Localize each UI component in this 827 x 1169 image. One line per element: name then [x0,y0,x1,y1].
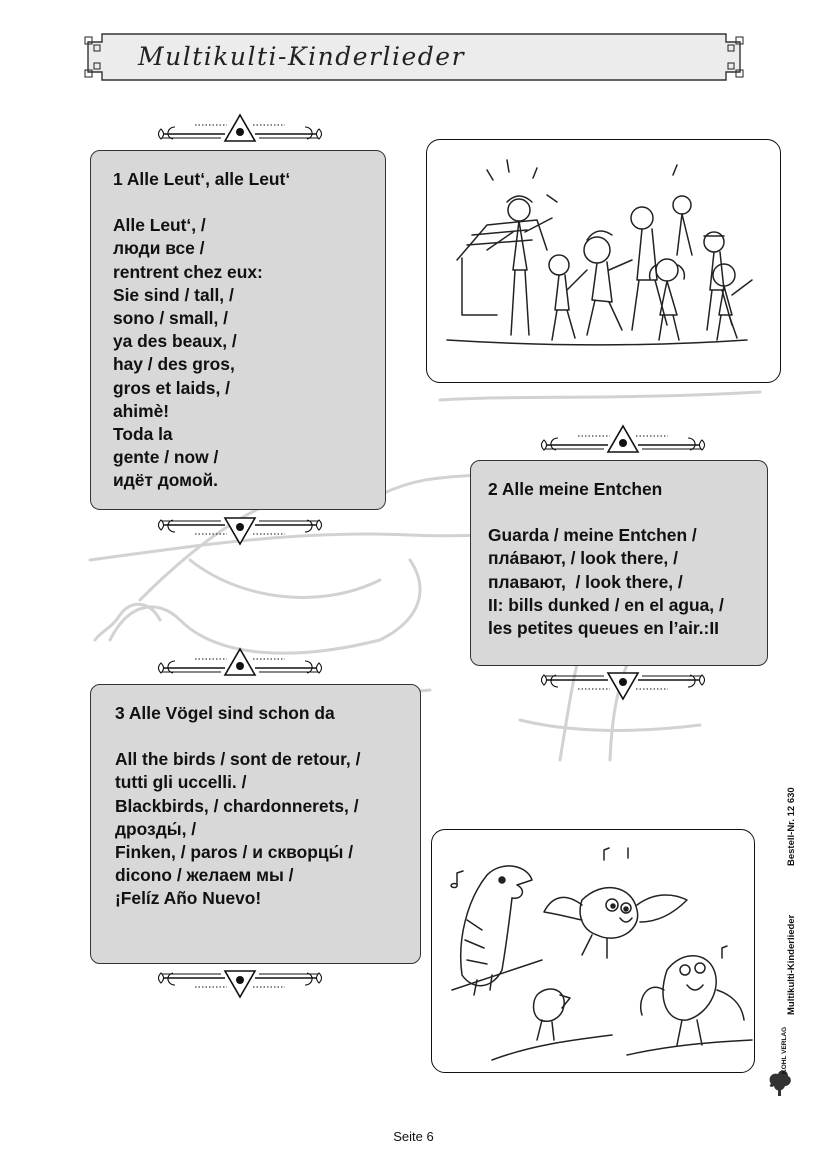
tree-logo-icon [768,1020,792,1100]
ornament-triangle-eye-icon [155,646,325,678]
page-number: Seite 6 [393,1129,434,1144]
song-lyrics-1 [113,214,385,492]
birds-drawing [432,830,755,1073]
publisher-name: KOHL VERLAG [781,1026,788,1074]
lyric-line: плавают, / look there, / [488,571,683,592]
lyric-line: All the birds / sont de retour, / [115,749,361,770]
lyric-line: Toda la [113,424,173,445]
singing-birds-illustration [431,829,755,1073]
lyric-line: gente / now / [113,447,219,468]
lyric-line: люди все / [113,238,205,259]
ornament-triangle-eye-icon [155,515,325,547]
lyric-line: Blackbirds, / chardonnerets, / [115,795,359,816]
lyric-line: gros et laids, / [113,377,230,398]
song-title-1: 1 Alle Leut‘, alle Leut‘ [113,169,291,189]
lyric-line: ¡Felíz Año Nuevo! [115,888,262,909]
lyric-line: rentrent chez eux: [113,261,263,282]
lyric-line: dicono / желаем мы / [115,865,294,886]
song-title-2: 2 Alle meine Entchen [488,479,663,499]
lyric-line: II: bills dunked / en el agua, / [488,594,724,615]
lyric-line: sono / small, / [113,308,229,329]
lyric-line: дрозды́, / [115,818,197,839]
lyric-line: ya des beaux, / [113,331,237,352]
header-banner [84,32,744,82]
lyric-line: идёт домой. [113,470,218,491]
lyric-line: Guarda / meine Entchen / [488,525,697,546]
ornament-triangle-eye-icon [155,968,325,1000]
song-box-1 [90,150,386,510]
song-box-3 [90,684,421,964]
song-lyrics-2 [488,524,767,640]
ornament-triangle-eye-icon [155,112,325,144]
lyric-line: Sie sind / tall, / [113,284,234,305]
page-title: Multikulti-Kinderlieder [138,42,466,71]
lyric-line: пла́вают, / look there, / [488,548,678,569]
lyric-line: ahimè! [113,400,170,421]
song-box-2 [470,460,768,666]
lyric-line: Finken, / paros / и скворцы́ / [115,842,354,863]
song-title-3: 3 Alle Vögel sind schon da [115,703,335,723]
people-drawing [427,140,781,383]
lyric-line: hay / des gros, [113,354,235,375]
children-walking-illustration [426,139,781,383]
ornament-triangle-eye-icon [538,670,708,702]
ornament-triangle-eye-icon [538,423,708,455]
lyric-line: Alle Leut‘, / [113,215,206,236]
song-lyrics-3 [115,748,420,910]
order-number: Bestell-Nr. 12 630 [786,787,797,866]
publisher-logo [768,1020,792,1100]
book-title-vertical: Multikulti-Kinderlieder [786,914,797,1015]
lyric-line: tutti gli uccelli. / [115,772,247,793]
lyric-line: les petites queues en l’air.:II [488,618,719,639]
